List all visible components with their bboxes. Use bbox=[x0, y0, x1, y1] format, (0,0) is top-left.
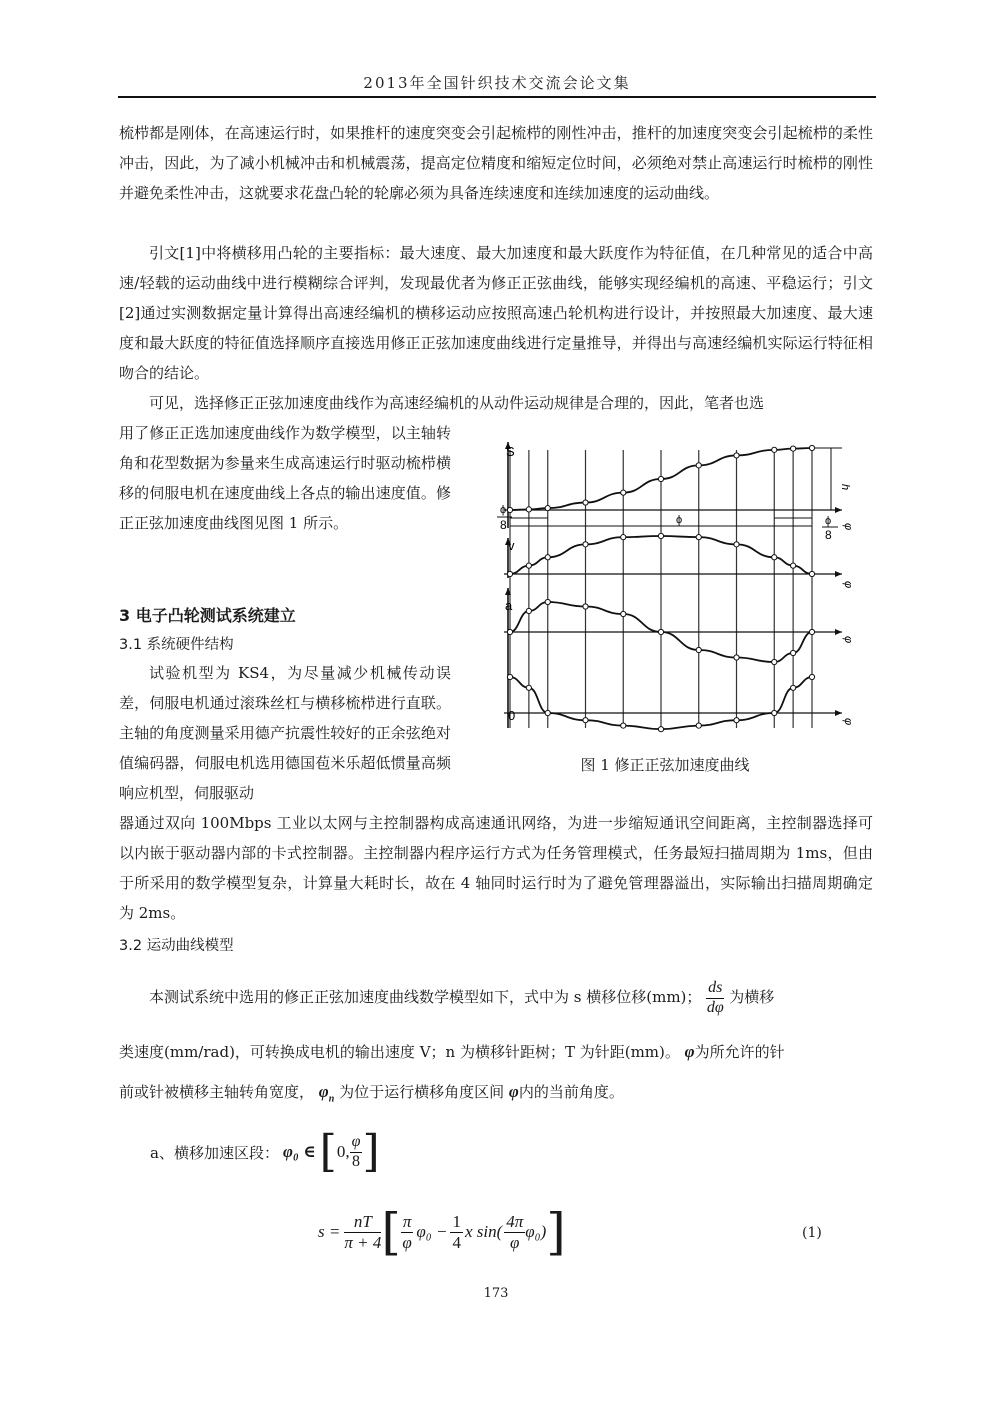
fraction-denominator: 4 bbox=[452, 1232, 461, 1252]
s-axis-label: S bbox=[506, 444, 515, 459]
ds-dphi-fraction bbox=[706, 979, 724, 1017]
curve-point-a bbox=[734, 655, 739, 660]
running-header: 2013年全国针织技术交流会论文集 bbox=[363, 74, 631, 92]
curve-point-a bbox=[696, 647, 701, 652]
section-3-1-heading: 3.1 系统硬件结构 bbox=[119, 637, 234, 653]
model-text: 为位于运行横移角度区间 bbox=[339, 1083, 505, 1101]
curve-point-s bbox=[791, 446, 796, 451]
curve-point-v bbox=[545, 555, 550, 560]
phi-axis-label-a: φ bbox=[842, 636, 854, 644]
curve-point-s bbox=[696, 463, 701, 468]
bracket-left: [ bbox=[381, 1203, 401, 1261]
bracket-right: ] bbox=[546, 1203, 566, 1261]
fraction-numerator: φ bbox=[350, 1133, 363, 1152]
eq-term1-fraction bbox=[401, 1212, 414, 1252]
phi-n-base: φ bbox=[318, 1082, 329, 1101]
curve-point-a bbox=[772, 659, 777, 664]
figure-1-motion-curves bbox=[490, 438, 860, 738]
paragraph-references: 引文[1]中将横移用凸轮的主要指标：最大速度、最大加速度和最大跃度作为特征值，在几种常见的适合中高速/轻载的运动曲线中进行模糊综合评判，发现最优者为修正正弦曲线，能够实现经编机的高速、平稳运行；引文[2]通过实测数据定量计算得出高速经编机的横移运动应按照高速凸轮机构进行设计，并按照最大加速度、最大速度和最大跃度的特征值选择顺序直接选用修正正弦加速度曲线进行定量推导，并得出与高速经编机实际运行特征相吻合的结论。 bbox=[119, 244, 873, 382]
fraction-denominator: π + 4 bbox=[344, 1232, 382, 1252]
curve-point-a bbox=[545, 599, 550, 604]
fraction-numerator: 1 bbox=[452, 1211, 461, 1231]
phi-over-8-right-den: 8 bbox=[825, 528, 832, 542]
curve-point-s bbox=[583, 500, 588, 505]
fraction-numerator: 4π bbox=[506, 1211, 524, 1231]
model-text: 前或针被横移主轴转角宽度， bbox=[119, 1083, 315, 1101]
page-number: 173 bbox=[483, 1286, 509, 1301]
paragraph-hardware-rest: 器通过双向 100Mbps 工业以太网与主控制器构成高速通讯网络，为进一步缩短通讯空间距离，主控制器选择可以内嵌于驱动器内部的卡式控制器。主控制器内程序运行方式为任务管理模式，任务最短扫描周期为 1ms，但由于所采用的数学模型复杂，计算量大耗时长，故在 4 轴同时运行时为了避免管理器溢出，实际输出扫描周期确定为 2ms。 bbox=[119, 814, 873, 922]
v-axis-label: v bbox=[508, 538, 515, 553]
segment-a-definition bbox=[150, 1126, 380, 1177]
curve-point-j bbox=[809, 674, 814, 679]
phi-axis-label-v: φ bbox=[842, 581, 854, 589]
curve-point-a bbox=[583, 604, 588, 609]
curve-point-s bbox=[772, 447, 777, 452]
curve-point-s bbox=[526, 507, 531, 512]
curve-point-s bbox=[507, 507, 512, 512]
eq-coefficient-fraction bbox=[344, 1212, 381, 1252]
curve-point-j bbox=[621, 723, 626, 728]
curve-point-j bbox=[696, 723, 701, 728]
zero-label: 0 bbox=[508, 708, 516, 723]
paragraph-hardware-wrap: 试验机型为 KS4，为尽量减少机械传动误差，伺服电机通过滚珠丝杠与横移梳栉进行直联。主轴的角度测量采用德产抗震性较好的正余弦绝对值编码器，伺服电机选用德国苞米乐超低惯量高频响应机型，伺服驱动 bbox=[119, 664, 451, 802]
figure-1-caption: 图 1 修正正弦加速度曲线 bbox=[580, 756, 750, 774]
model-text: 类速度(mm/rad)，可转换成电机的输出速度 V；n 为横移针距树；T 为针距(mm)。 bbox=[119, 1043, 680, 1061]
curve-point-v bbox=[621, 535, 626, 540]
curve-point-v bbox=[583, 542, 588, 547]
curve-point-a bbox=[507, 629, 512, 634]
interval-start: 0, bbox=[336, 1142, 350, 1161]
curve-point-s bbox=[545, 506, 550, 511]
model-text-tail: 为横移 bbox=[729, 988, 775, 1006]
phi-over-8-left-den: 8 bbox=[500, 518, 507, 532]
paragraph-model-line1 bbox=[149, 978, 879, 1017]
fraction-numerator: π bbox=[402, 1211, 412, 1231]
fraction-numerator: ds bbox=[706, 979, 724, 998]
phi-span-label: ϕ bbox=[676, 514, 683, 526]
segment-a-label: a、横移加速区段： bbox=[150, 1143, 279, 1162]
equation-number: (1) bbox=[802, 1225, 822, 1241]
curve-point-v bbox=[791, 563, 796, 568]
fraction-numerator: nT bbox=[344, 1212, 381, 1233]
curve-point-a bbox=[809, 629, 814, 634]
curve-point-j bbox=[734, 718, 739, 723]
segment-a-set: φ₀ ∈ bbox=[282, 1142, 316, 1161]
header-rule bbox=[118, 96, 876, 98]
curve-point-v bbox=[734, 542, 739, 547]
curve-point-v bbox=[507, 571, 512, 576]
fraction-denominator: φ bbox=[402, 1232, 412, 1252]
phi-over-8-left-num: ϕ bbox=[500, 504, 507, 516]
eq-term3-var: φ₀) bbox=[525, 1222, 547, 1241]
curve-point-s bbox=[734, 453, 739, 458]
phi-axis-s-arrow bbox=[835, 507, 842, 513]
equation-1 bbox=[318, 1203, 566, 1261]
eq-lhs: s = bbox=[318, 1222, 341, 1241]
curve-point-j bbox=[791, 685, 796, 690]
bracket-right: ] bbox=[362, 1126, 380, 1177]
curve-point-j bbox=[545, 710, 550, 715]
phi-n-subscript: n bbox=[328, 1093, 335, 1105]
phi-axis-label-j: φ bbox=[842, 718, 854, 726]
curve-point-a bbox=[526, 608, 531, 613]
paragraph-choice-wrap: 用了修正正选加速度曲线作为数学模型，以主轴转角和花型数据为参量来生成高速运行时驱动梳栉横移的伺服电机在速度曲线上各点的输出速度值。修正正弦加速度曲线图见图 1 所示。 bbox=[119, 424, 451, 532]
figure-gridlines bbox=[510, 450, 812, 728]
curve-point-j bbox=[507, 674, 512, 679]
phi-axis-a-arrow bbox=[835, 629, 842, 635]
paragraph-choice-line1: 可见，选择修正正弦加速度曲线作为高速经编机的从动件运动规律是合理的，因此，笔者也选 bbox=[149, 394, 765, 412]
phi-axis-j-arrow bbox=[835, 710, 842, 716]
phi-over-8-right-num: ϕ bbox=[825, 515, 832, 527]
paragraph-rigidity: 梳栉都是刚体，在高速运行时，如果推杆的速度突变会引起梳栉的刚性冲击，推杆的加速度突变会引起梳栉的柔性冲击，因此，为了减小机械冲击和机械震荡，提高定位精度和缩短定位时间，必须绝对禁止高速运行时梳栉的刚性并避免柔性冲击，这就要求花盘凸轮的轮廓必须为具备连续速度和连续加速度的运动曲线。 bbox=[119, 124, 873, 202]
phi-symbol: φ bbox=[508, 1082, 519, 1101]
curve-point-v bbox=[772, 555, 777, 560]
curve-point-j bbox=[772, 710, 777, 715]
eq-term2-fraction bbox=[450, 1212, 463, 1252]
curve-point-s bbox=[809, 445, 814, 450]
figure-labels bbox=[497, 444, 854, 725]
curve-point-j bbox=[658, 727, 663, 732]
fraction-denominator: φ bbox=[510, 1232, 520, 1252]
curve-point-s bbox=[621, 490, 626, 495]
a-axis-label: a bbox=[505, 598, 513, 613]
fraction-denominator: 8 bbox=[352, 1152, 361, 1170]
eq-term3-fraction bbox=[504, 1212, 525, 1252]
phi-axis-label-s: φ bbox=[842, 523, 854, 531]
curve-point-v bbox=[526, 563, 531, 568]
model-text: 内的当前角度。 bbox=[518, 1083, 624, 1101]
curve-point-j bbox=[583, 718, 588, 723]
section-3-heading: 3 电子凸轮测试系统建立 bbox=[119, 606, 296, 625]
bracket-left: [ bbox=[319, 1126, 337, 1177]
figure-axes bbox=[504, 442, 842, 728]
paragraph-model-line3 bbox=[119, 1077, 873, 1114]
curve-point-v bbox=[809, 571, 814, 576]
phi-axis-v-arrow bbox=[835, 571, 842, 577]
model-text: 为所允许的针 bbox=[694, 1043, 785, 1061]
curve-point-v bbox=[696, 535, 701, 540]
phi-n-symbol bbox=[318, 1082, 335, 1105]
eq-term1-var: φ₀ − bbox=[416, 1222, 448, 1241]
eq-term2-rest: x sin( bbox=[464, 1222, 503, 1241]
fraction-denominator: dφ bbox=[706, 998, 724, 1016]
paragraph-model-line2 bbox=[119, 1037, 873, 1067]
curve-point-s bbox=[658, 476, 663, 481]
curve-point-j bbox=[526, 685, 531, 690]
curve-point-a bbox=[791, 650, 796, 655]
curve-point-v bbox=[658, 533, 663, 538]
curve-point-a bbox=[658, 629, 663, 634]
phi-symbol: φ bbox=[684, 1042, 695, 1061]
model-text: 本测试系统中选用的修正正弦加速度曲线数学模型如下，式中为 s 横移位移(mm)； bbox=[149, 988, 702, 1006]
interval-end-fraction bbox=[350, 1133, 363, 1171]
section-3-2-heading: 3.2 运动曲线模型 bbox=[119, 938, 234, 954]
h-label: h bbox=[839, 484, 851, 491]
curve-point-a bbox=[621, 611, 626, 616]
